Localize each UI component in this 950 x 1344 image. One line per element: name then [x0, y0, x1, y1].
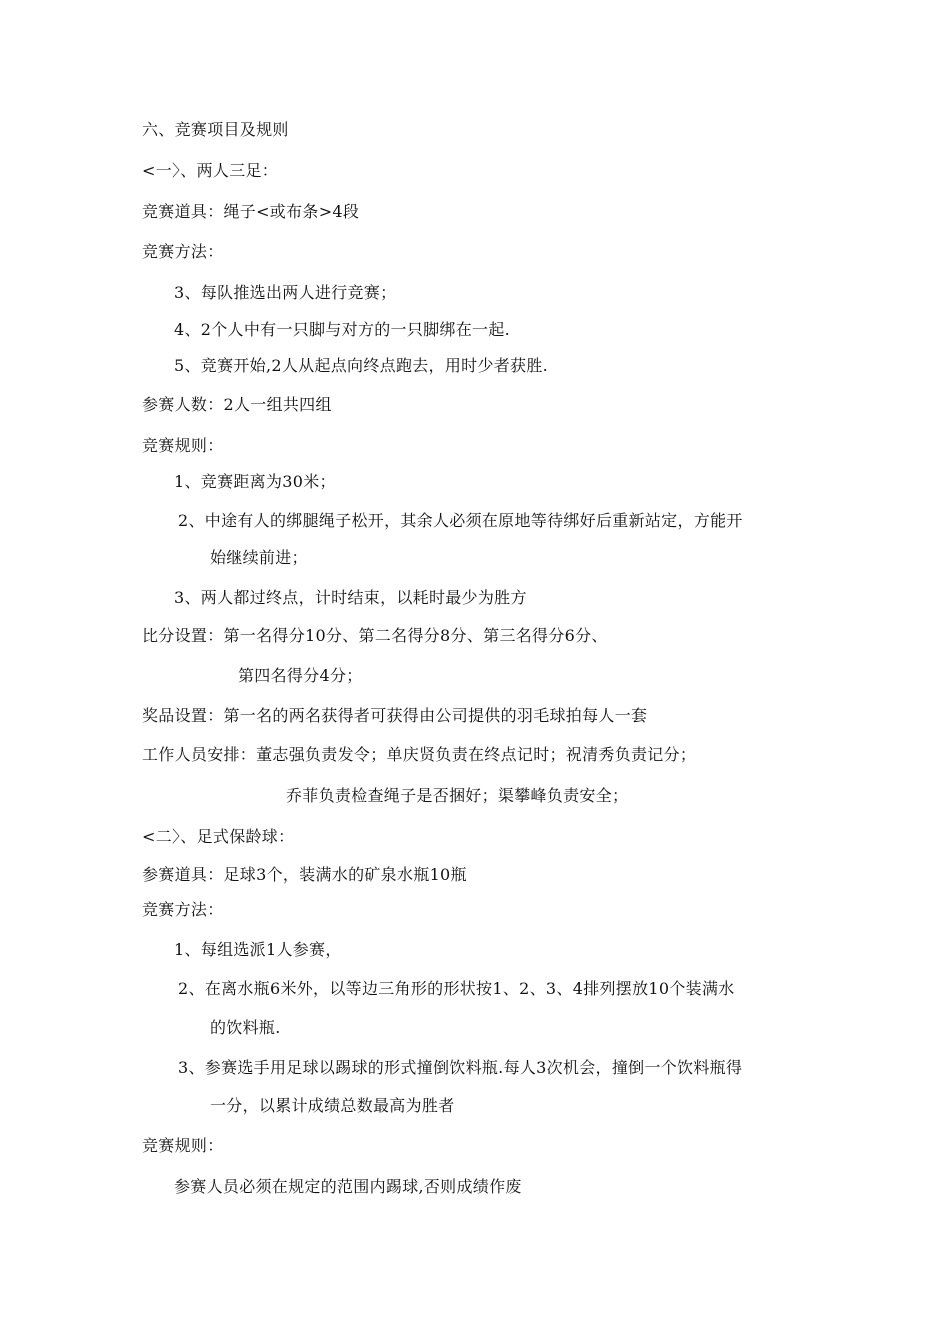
event1-rule-item-cont: 始继续前进； [210, 548, 308, 567]
event2-method-item-cont: 一分，以累计成绩总数最高为胜者 [210, 1096, 455, 1115]
event1-staff: 工作人员安排：董志强负责发令；单庆贤负责在终点记时；祝清秀负责记分； [142, 745, 697, 764]
event2-method-label: 竞赛方法： [142, 900, 224, 919]
event1-staff-cont: 乔菲负责检查绳子是否捆好；渠攀峰负责安全； [286, 786, 629, 805]
event1-method-label: 竞赛方法： [142, 242, 224, 261]
event1-scoring: 比分设置：第一名得分10分、第二名得分8分、第三名得分6分、 [142, 626, 608, 645]
event1-prize: 奖品设置：第一名的两名获得者可获得由公司提供的羽毛球拍每人一套 [142, 706, 648, 725]
event1-method-item: 3、每队推选出两人进行竞赛； [174, 283, 397, 302]
section-title: 六、竞赛项目及规则 [142, 120, 289, 139]
event1-scoring-cont: 第四名得分4分； [238, 666, 363, 685]
event2-method-item: 3、参赛选手用足球以踢球的形式撞倒饮料瓶.每人3次机会，撞倒一个饮料瓶得 [178, 1058, 743, 1077]
event1-participants: 参赛人数：2人一组共四组 [142, 395, 332, 414]
event2-rules-label: 竞赛规则： [142, 1136, 224, 1155]
event1-heading: <一〉、两人三足： [142, 161, 279, 180]
event1-rule-item: 3、两人都过终点，计时结束，以耗时最少为胜方 [174, 588, 527, 607]
event2-method-item: 1、每组选派1人参赛， [174, 940, 342, 959]
event2-method-item-cont: 的饮料瓶. [210, 1018, 281, 1037]
event1-props: 竞赛道具：绳子<或布条>4段 [142, 202, 360, 221]
event1-rule-item: 2、中途有人的绑腿绳子松开，其余人必须在原地等待绑好后重新站定，方能开 [178, 511, 743, 530]
event1-rules-label: 竞赛规则： [142, 436, 224, 455]
event1-rule-item: 1、竞赛距离为30米； [174, 472, 336, 491]
event2-heading: <二〉、足式保龄球： [142, 827, 295, 846]
event2-props: 参赛道具：足球3个，装满水的矿泉水瓶10瓶 [142, 865, 467, 884]
event2-method-item: 2、在离水瓶6米外，以等边三角形的形状按1、2、3、4排列摆放10个装满水 [178, 979, 735, 998]
event2-rule-item: 参赛人员必须在规定的范围内踢球,否则成绩作废 [174, 1177, 522, 1196]
event1-method-item: 4、2个人中有一只脚与对方的一只脚绑在一起. [174, 320, 511, 339]
event1-method-item: 5、竞赛开始,2人从起点向终点跑去，用时少者获胜. [174, 356, 549, 375]
